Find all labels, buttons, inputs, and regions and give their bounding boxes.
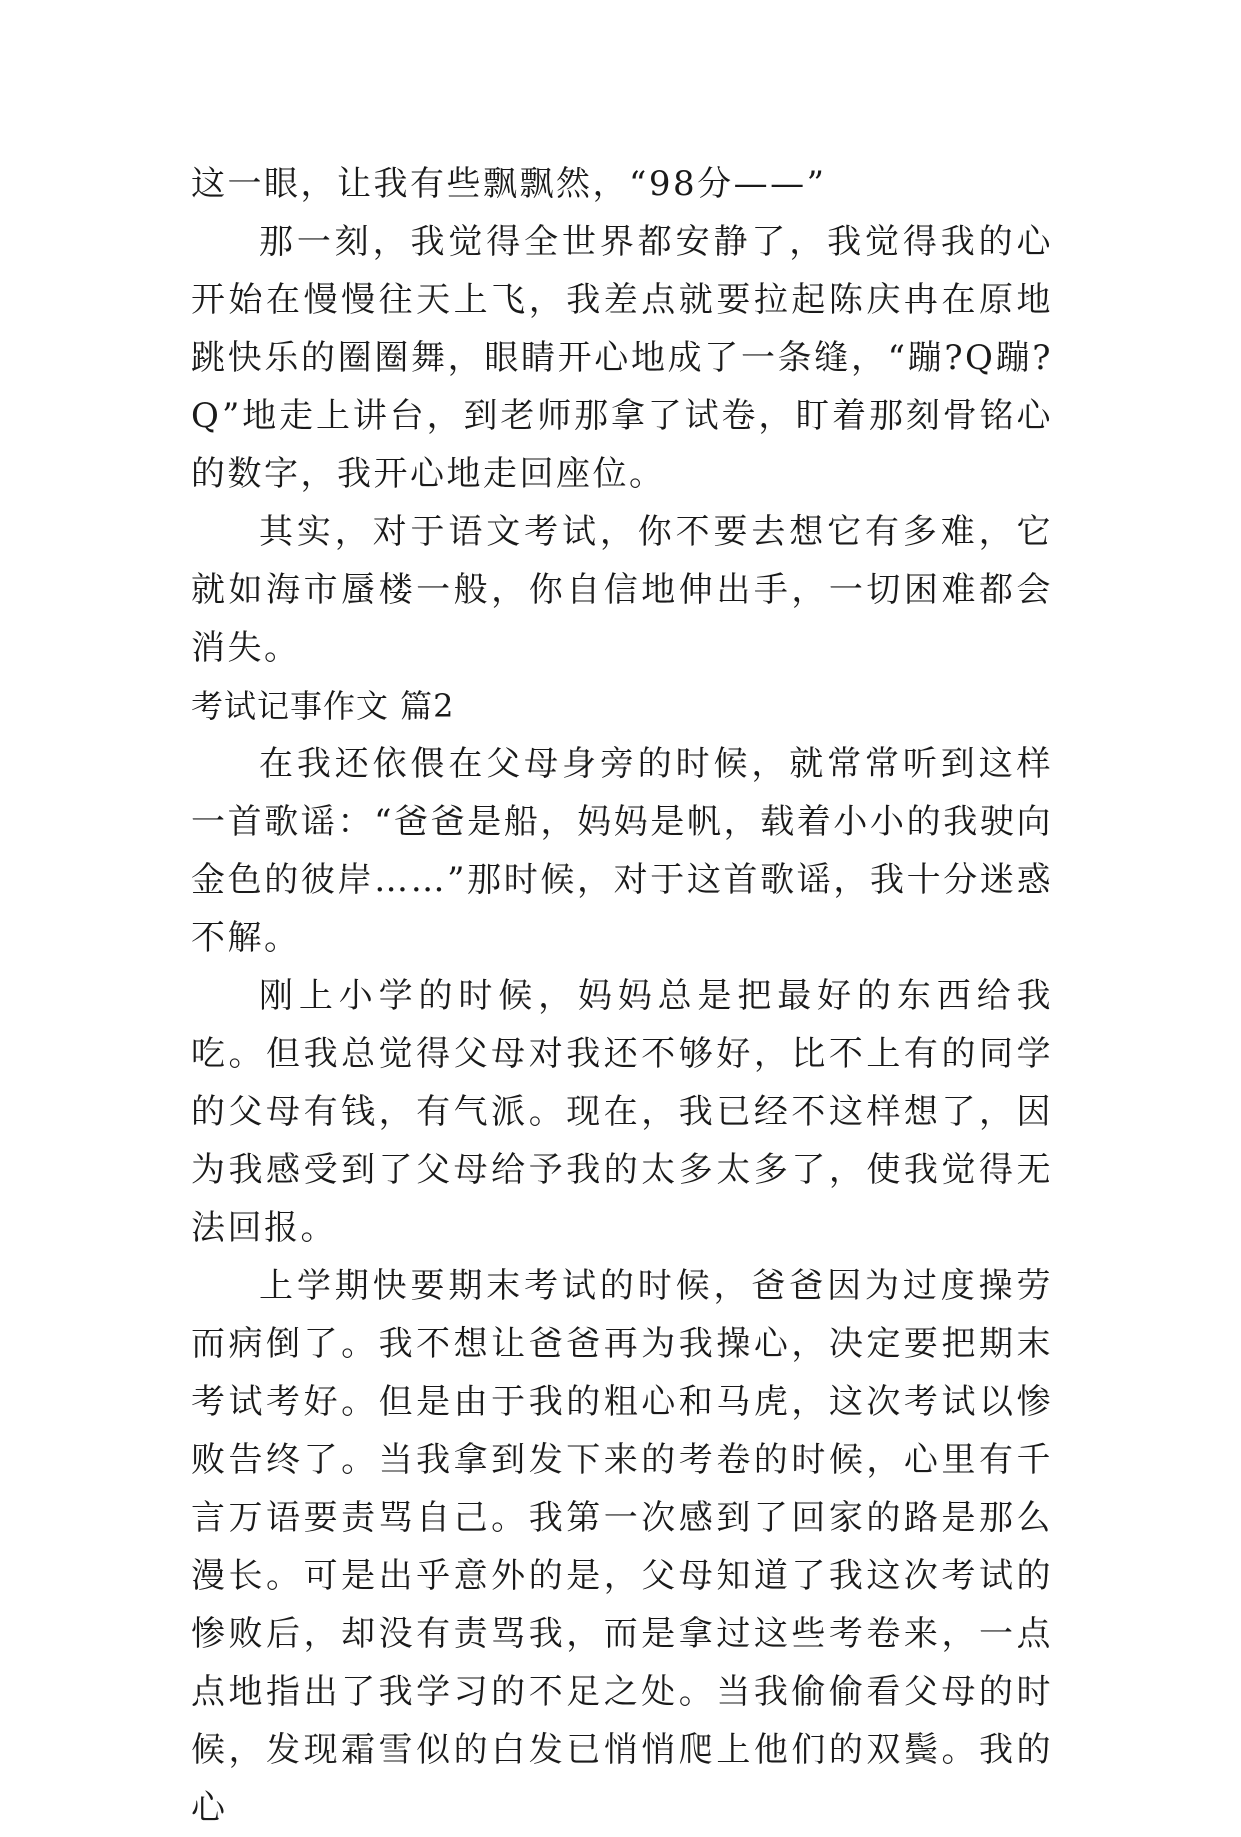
paragraph: 上学期快要期末考试的时候，爸爸因为过度操劳而病倒了。我不想让爸爸再为我操心，决定要把期末考试考好。但是由于我的粗心和马虎，这次考试以惨败告终了。当我拿到发下来的考卷的时候，心里有千言万语要责骂自己。我第一次感到了回家的路是那么漫长。可是出乎意外的是，父母知道了我这次考试的惨败后，却没有责骂我，而是拿过这些考卷来，一点点地指出了我学习的不足之处。当我偷偷看父母的时候，发现霜雪似的白发已悄悄爬上他们的双鬓。我的心 — [191, 1266, 1053, 1828]
paragraph: 其实，对于语文考试，你不要去想它有多难，它就如海市蜃楼一般，你自信地伸出手，一切困难都会消失。 — [191, 512, 1053, 668]
paragraph: 刚上小学的时候，妈妈总是把最好的东西给我吃。但我总觉得父母对我还不够好，比不上有的同学的父母有钱，有气派。现在，我已经不这样想了，因为我感受到了父母给予我的太多太多了，使我觉得无法回报。 — [191, 976, 1053, 1248]
paragraph: 在我还依偎在父母身旁的时候，就常常听到这样一首歌谣：“爸爸是船，妈妈是帆，载着小小的我驶向金色的彼岸……”那时候，对于这首歌谣，我十分迷惑不解。 — [191, 744, 1053, 958]
paragraph-continuation: 这一眼，让我有些飘飘然，“98分——” — [191, 164, 827, 204]
paragraph: 那一刻，我觉得全世界都安静了，我觉得我的心开始在慢慢往天上飞，我差点就要拉起陈庆冉在原地跳快乐的圈圈舞，眼睛开心地成了一条缝，“蹦?Q蹦?Q”地走上讲台，到老师那拿了试卷，盯着那刻骨铭心的数字，我开心地走回座位。 — [191, 222, 1053, 494]
section-heading: 考试记事作文 篇2 — [191, 687, 455, 725]
document-body — [191, 155, 1053, 1837]
